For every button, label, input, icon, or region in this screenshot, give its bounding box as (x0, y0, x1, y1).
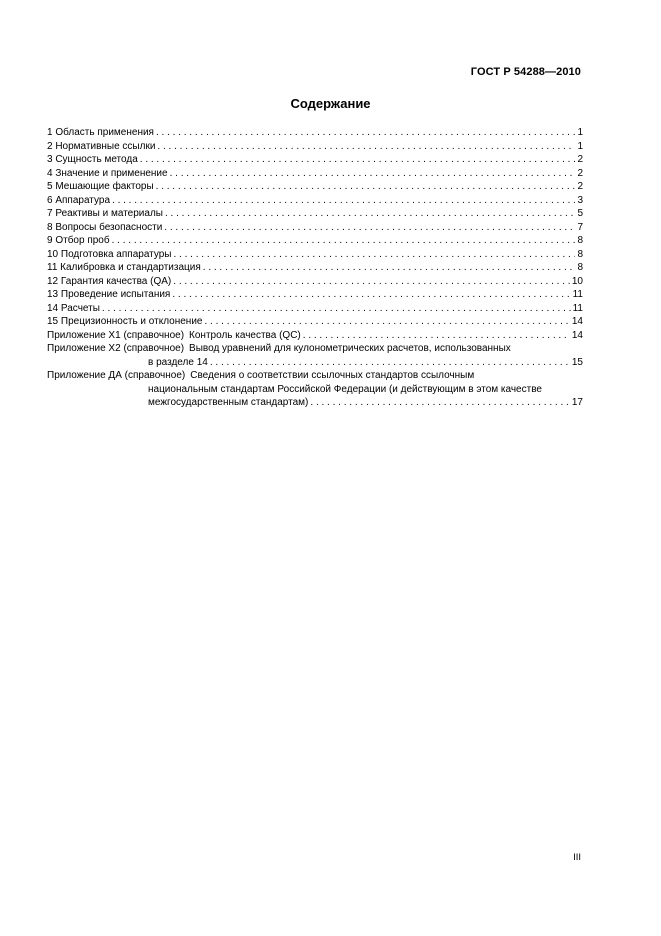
toc-appendix-head: Приложение Х1 (справочное) (47, 329, 185, 341)
toc-entry-page: 8 (577, 262, 583, 273)
toc-entry-label: 6 Аппаратура (47, 194, 111, 206)
leader-dots (172, 288, 570, 302)
toc-appendix-title: в разделе 14 (47, 356, 210, 370)
table-of-contents (47, 126, 583, 410)
leader-dots (173, 275, 570, 289)
toc-entry-label: 4 Значение и применение (47, 167, 168, 179)
toc-entry-label: 2 Нормативные ссылки (47, 140, 156, 152)
toc-entry-page: 1 (577, 127, 583, 138)
toc-entry-label: 8 Вопросы безопасности (47, 221, 163, 233)
leader-dots (156, 180, 576, 194)
toc-entry-label: 1 Область применения (47, 127, 154, 138)
toc-entry-label: 7 Реактивы и материалы (47, 208, 163, 219)
toc-entry[interactable] (47, 153, 583, 167)
toc-entry[interactable] (47, 288, 583, 302)
toc-entry-page: 2 (577, 154, 583, 165)
toc-entries (47, 126, 583, 329)
toc-appendix[interactable] (47, 369, 583, 410)
toc-appendix-page: 14 (571, 329, 583, 341)
leader-dots (102, 302, 571, 316)
leader-dots (303, 329, 570, 343)
leader-dots (165, 207, 575, 221)
toc-appendix-page: 15 (571, 356, 583, 368)
toc-entry[interactable] (47, 207, 583, 221)
toc-entry-label: 5 Мешающие факторы (47, 181, 154, 192)
toc-appendix-line (47, 356, 583, 370)
toc-entry-page: 8 (577, 248, 583, 260)
toc-entry-label: 9 Отбор проб (47, 235, 110, 246)
toc-entry[interactable] (47, 140, 583, 154)
toc-entry-label: 14 Расчеты (47, 302, 100, 314)
toc-entry[interactable] (47, 234, 583, 248)
leader-dots (204, 315, 569, 329)
toc-appendix-line (47, 396, 583, 410)
toc-appendix-page: 17 (571, 397, 583, 408)
toc-entry-label: 12 Гарантия качества (QA) (47, 275, 172, 287)
toc-appendix[interactable] (47, 342, 583, 369)
toc-entry[interactable] (47, 315, 583, 329)
toc-entry-page: 7 (577, 221, 583, 233)
toc-entry[interactable] (47, 302, 583, 316)
toc-appendix-title: Контроль качества (QC) (189, 329, 301, 341)
toc-entry-page: 11 (572, 302, 583, 314)
toc-entry-page: 8 (577, 235, 583, 246)
toc-entry[interactable] (47, 261, 583, 275)
toc-appendices (47, 329, 583, 410)
toc-entry-label: 3 Сущность метода (47, 154, 138, 165)
leader-dots (157, 140, 575, 154)
toc-entry[interactable] (47, 180, 583, 194)
page-folio: III (573, 852, 581, 863)
document-code: ГОСТ Р 54288—2010 (470, 66, 581, 78)
toc-entry-label: 11 Калибровка и стандартизация (47, 262, 201, 273)
toc-entry[interactable] (47, 167, 583, 181)
toc-entry-page: 14 (571, 316, 583, 327)
toc-entry[interactable] (47, 194, 583, 208)
toc-title: Содержание (290, 96, 371, 111)
toc-entry-page: 2 (577, 181, 583, 192)
toc-entry[interactable] (47, 221, 583, 235)
leader-dots (210, 356, 570, 370)
toc-appendix-title: национальным стандартам Российской Федерации (и действующим в этом качестве (47, 383, 544, 397)
leader-dots (174, 248, 576, 262)
toc-appendix-line (47, 369, 583, 383)
toc-entry-page: 5 (577, 208, 583, 219)
leader-dots (164, 221, 575, 235)
toc-appendix[interactable] (47, 329, 583, 343)
toc-appendix-title: Сведения о соответствии ссылочных стандартов ссылочным (190, 370, 475, 381)
toc-appendix-title: межгосударственным стандартам) (47, 396, 310, 410)
leader-dots (140, 153, 576, 167)
leader-dots (310, 396, 569, 410)
toc-entry-label: 13 Проведение испытания (47, 289, 171, 300)
leader-dots (156, 126, 575, 140)
toc-appendix-line (47, 342, 583, 356)
toc-appendix-line (47, 383, 583, 397)
toc-entry-page: 11 (572, 289, 583, 300)
toc-entry-page: 2 (577, 167, 583, 179)
toc-appendix-head: Приложение ДА (справочное) (47, 370, 186, 381)
leader-dots (112, 194, 575, 208)
toc-entry-label: 15 Прецизионность и отклонение (47, 316, 203, 327)
leader-dots (112, 234, 576, 248)
toc-entry[interactable] (47, 126, 583, 140)
toc-appendix-title: Вывод уравнений для кулонометрических расчетов, использованных (189, 343, 511, 354)
toc-entry-page: 1 (577, 140, 583, 152)
leader-dots (203, 261, 576, 275)
toc-entry[interactable] (47, 248, 583, 262)
toc-entry-page: 10 (571, 275, 583, 287)
toc-appendix-line (47, 329, 583, 343)
toc-appendix-head: Приложение Х2 (справочное) (47, 343, 185, 354)
toc-entry-page: 3 (577, 194, 583, 206)
leader-dots (170, 167, 576, 181)
toc-entry[interactable] (47, 275, 583, 289)
toc-entry-label: 10 Подготовка аппаратуры (47, 248, 172, 260)
